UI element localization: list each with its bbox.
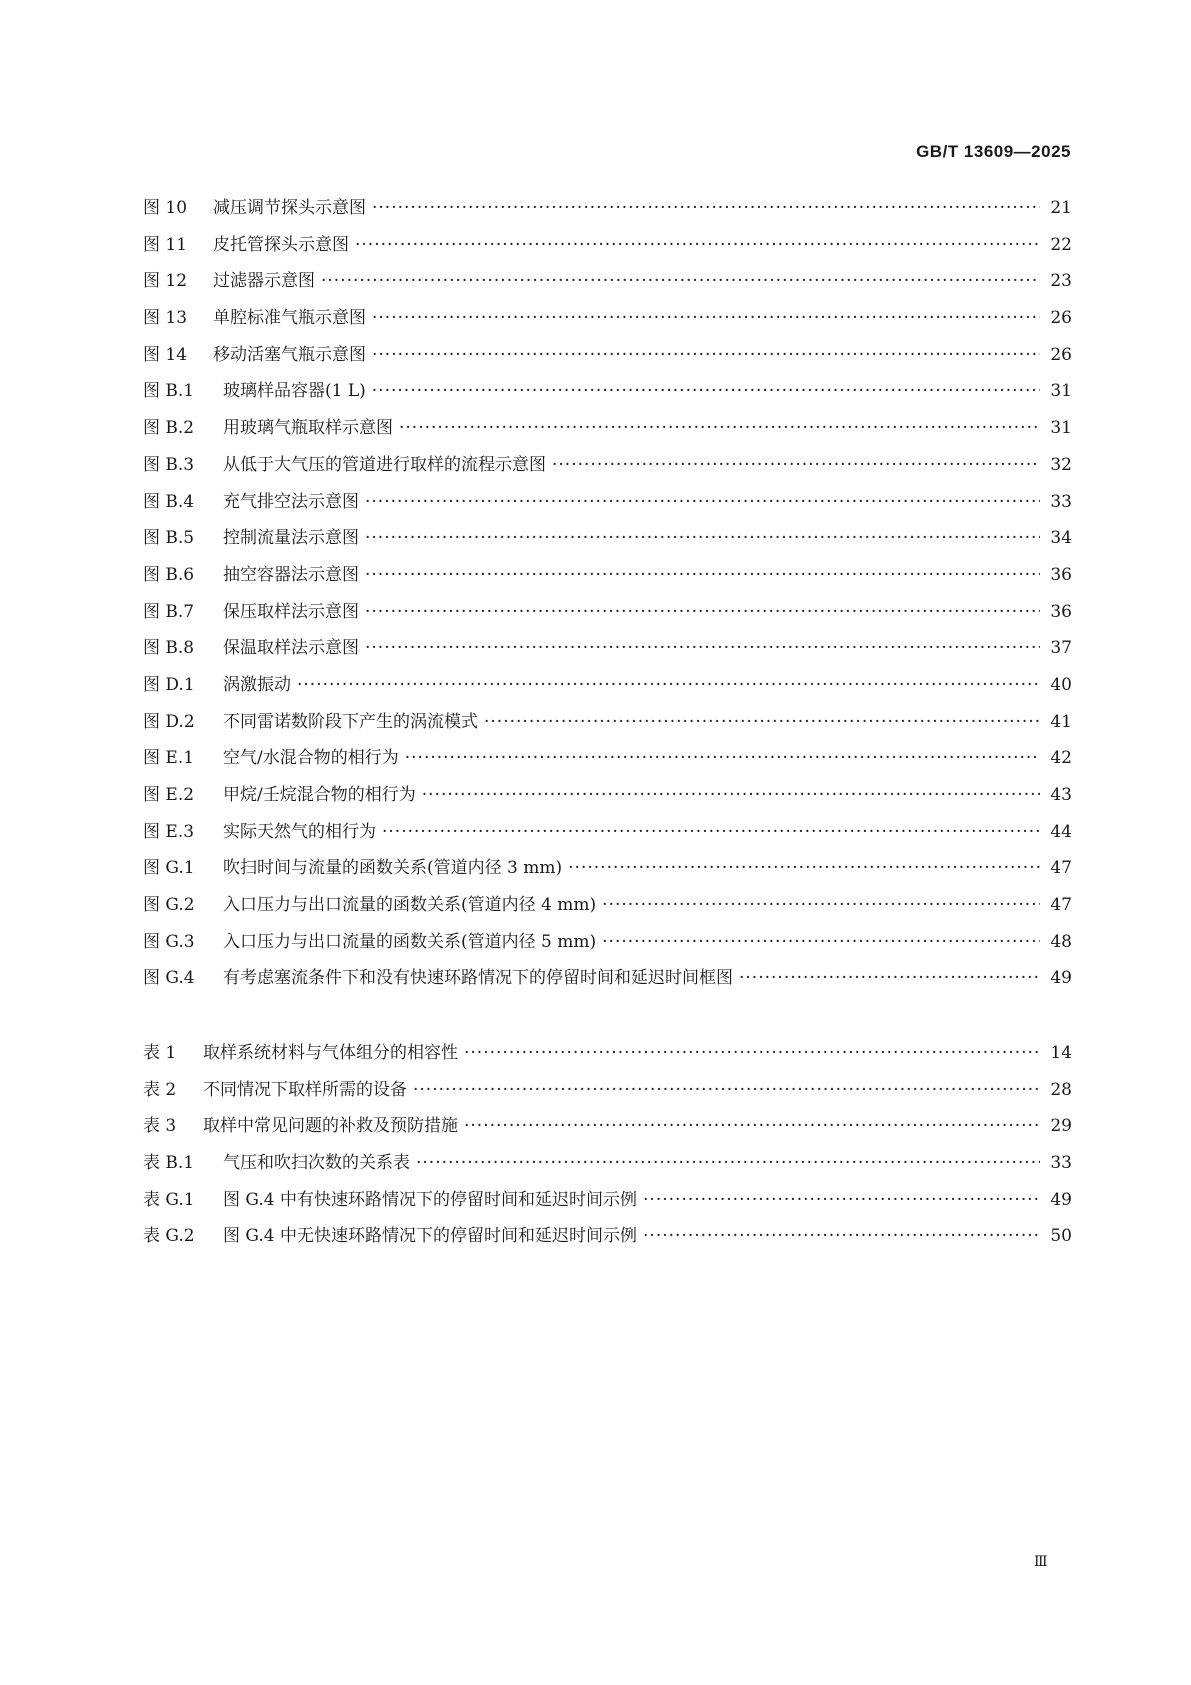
figure-label: 图 D.2 <box>143 711 195 732</box>
dot-leader <box>399 410 1040 447</box>
dot-leader <box>372 190 1040 227</box>
figure-title: 玻璃样品容器(1 L) <box>223 381 366 402</box>
figure-page-number: 49 <box>1050 968 1072 989</box>
figure-title: 移动活塞气瓶示意图 <box>213 344 366 365</box>
figure-title: 皮托管探头示意图 <box>213 234 349 255</box>
figure-entry[interactable] <box>143 887 1072 924</box>
figure-page-number: 48 <box>1050 931 1072 952</box>
dot-leader <box>416 1145 1040 1182</box>
figure-label: 图 G.2 <box>143 895 195 916</box>
table-title: 图 G.4 中有快速环路情况下的停留时间和延迟时间示例 <box>223 1189 638 1210</box>
dot-leader <box>297 667 1040 704</box>
dot-leader <box>365 594 1040 631</box>
table-title: 取样系统材料与气体组分的相容性 <box>203 1043 458 1063</box>
figure-entry[interactable] <box>143 924 1072 961</box>
dot-leader <box>365 557 1040 594</box>
table-page-number: 28 <box>1050 1079 1072 1100</box>
figure-page-number: 37 <box>1050 638 1072 659</box>
figure-entry[interactable] <box>143 337 1072 374</box>
figure-page-number: 42 <box>1050 748 1072 769</box>
figure-label: 图 B.4 <box>143 491 195 512</box>
figure-entry[interactable] <box>143 630 1072 667</box>
table-label: 表 G.2 <box>143 1226 195 1247</box>
table-title: 气压和吹扫次数的关系表 <box>223 1153 410 1174</box>
dot-leader <box>643 1182 1040 1219</box>
figure-label: 图 11 <box>143 234 188 255</box>
table-label: 表 2 <box>143 1079 177 1100</box>
dot-leader <box>382 814 1040 851</box>
figure-page-number: 47 <box>1050 895 1072 916</box>
dot-leader <box>422 777 1041 814</box>
figure-title: 入口压力与出口流量的函数关系(管道内径 5 mm) <box>223 931 597 952</box>
figure-page-number: 34 <box>1050 528 1072 549</box>
figure-title: 用玻璃气瓶取样示意图 <box>223 418 393 439</box>
dot-leader <box>739 960 1040 997</box>
dot-leader <box>552 447 1040 484</box>
table-label: 表 1 <box>143 1043 177 1063</box>
table-entry[interactable] <box>143 1182 1072 1219</box>
figure-page-number: 23 <box>1050 271 1072 292</box>
figure-title: 充气排空法示意图 <box>223 491 359 512</box>
figure-label: 图 E.2 <box>143 785 195 805</box>
figure-entry[interactable] <box>143 667 1072 704</box>
figure-label: 图 B.8 <box>143 638 195 659</box>
figure-page-number: 22 <box>1050 234 1072 255</box>
table-page-number: 14 <box>1050 1043 1072 1063</box>
table-entry[interactable] <box>143 1108 1072 1145</box>
figure-entry[interactable] <box>143 777 1072 814</box>
dot-leader <box>372 300 1040 337</box>
figure-title: 不同雷诺数阶段下产生的涡流模式 <box>223 711 478 732</box>
figure-page-number: 31 <box>1050 381 1072 402</box>
figure-label: 图 B.1 <box>143 381 195 402</box>
figure-label: 图 13 <box>143 308 188 329</box>
dot-leader <box>602 887 1040 924</box>
figure-page-number: 40 <box>1050 674 1072 695</box>
table-page-number: 29 <box>1050 1116 1072 1137</box>
dot-leader <box>602 924 1040 961</box>
figure-entry[interactable] <box>143 704 1072 741</box>
figure-page-number: 26 <box>1050 308 1072 329</box>
dot-leader <box>372 373 1041 410</box>
figure-title: 涡激振动 <box>223 674 291 695</box>
table-title: 不同情况下取样所需的设备 <box>203 1079 407 1100</box>
standard-code: GB/T 13609—2025 <box>916 142 1071 161</box>
table-entry[interactable] <box>143 1145 1072 1182</box>
dot-leader <box>413 1072 1040 1109</box>
figure-entry[interactable] <box>143 520 1072 557</box>
dot-leader <box>643 1218 1040 1255</box>
dot-leader <box>355 227 1040 264</box>
figure-entry[interactable] <box>143 814 1072 851</box>
dot-leader <box>405 740 1041 777</box>
figure-label: 图 G.3 <box>143 931 195 952</box>
figure-label: 图 B.2 <box>143 418 195 439</box>
dot-leader <box>372 337 1040 374</box>
figure-page-number: 41 <box>1050 711 1072 732</box>
figure-label: 图 10 <box>143 198 188 218</box>
table-page-number: 49 <box>1050 1189 1072 1210</box>
figure-title: 吹扫时间与流量的函数关系(管道内径 3 mm) <box>223 858 563 879</box>
figure-title: 保压取样法示意图 <box>223 601 359 622</box>
figure-label: 图 G.4 <box>143 968 195 989</box>
figure-title: 甲烷/壬烷混合物的相行为 <box>223 785 416 805</box>
table-label: 表 B.1 <box>143 1153 195 1174</box>
figure-list <box>143 190 1072 997</box>
figure-entry[interactable] <box>143 960 1072 997</box>
figure-page-number: 36 <box>1050 601 1072 622</box>
dot-leader <box>568 850 1040 887</box>
figure-entry[interactable] <box>143 300 1072 337</box>
figure-title: 实际天然气的相行为 <box>223 821 376 842</box>
table-label: 表 G.1 <box>143 1189 195 1210</box>
figure-label: 图 B.5 <box>143 528 195 549</box>
figure-page-number: 26 <box>1050 344 1072 365</box>
figure-label: 图 12 <box>143 271 188 292</box>
table-entry[interactable] <box>143 1035 1072 1072</box>
figure-title: 单腔标准气瓶示意图 <box>213 308 366 329</box>
figure-page-number: 32 <box>1050 454 1072 475</box>
figure-entry[interactable] <box>143 850 1072 887</box>
table-list <box>143 1035 1072 1255</box>
figure-page-number: 33 <box>1050 491 1072 512</box>
dot-leader <box>321 263 1040 300</box>
table-entry[interactable] <box>143 1218 1072 1255</box>
table-label: 表 3 <box>143 1116 177 1137</box>
dot-leader <box>365 484 1040 521</box>
figure-page-number: 47 <box>1050 858 1072 879</box>
figure-label: 图 D.1 <box>143 674 195 695</box>
dot-leader <box>484 704 1040 741</box>
figure-entry[interactable] <box>143 557 1072 594</box>
figure-title: 抽空容器法示意图 <box>223 564 359 585</box>
figure-entry[interactable] <box>143 227 1072 264</box>
figure-page-number: 36 <box>1050 564 1072 585</box>
figure-title: 控制流量法示意图 <box>223 528 359 549</box>
figure-title: 有考虑塞流条件下和没有快速环路情况下的停留时间和延迟时间框图 <box>223 968 733 989</box>
dot-leader <box>365 520 1040 557</box>
figure-entry[interactable] <box>143 373 1072 410</box>
figure-entry[interactable] <box>143 410 1072 447</box>
figure-title: 入口压力与出口流量的函数关系(管道内径 4 mm) <box>223 895 597 916</box>
figure-label: 图 14 <box>143 344 188 365</box>
figure-label: 图 E.1 <box>143 748 195 769</box>
table-title: 图 G.4 中无快速环路情况下的停留时间和延迟时间示例 <box>223 1226 638 1247</box>
figure-page-number: 43 <box>1050 785 1072 805</box>
dot-leader <box>464 1108 1040 1145</box>
figure-label: 图 G.1 <box>143 858 195 879</box>
figure-page-number: 44 <box>1050 821 1072 842</box>
figure-page-number: 31 <box>1050 418 1072 439</box>
page-number: Ⅲ <box>1034 1554 1047 1570</box>
figure-entry[interactable] <box>143 740 1072 777</box>
figure-entry[interactable] <box>143 190 1072 227</box>
figure-entry[interactable] <box>143 484 1072 521</box>
figure-label: 图 B.3 <box>143 454 195 475</box>
figure-entry[interactable] <box>143 263 1072 300</box>
table-page-number: 33 <box>1050 1153 1072 1174</box>
figure-label: 图 B.7 <box>143 601 195 622</box>
figure-label: 图 E.3 <box>143 821 195 842</box>
dot-leader <box>365 630 1040 667</box>
table-title: 取样中常见问题的补救及预防措施 <box>203 1116 458 1137</box>
dot-leader <box>464 1035 1040 1072</box>
table-page-number: 50 <box>1050 1226 1072 1247</box>
figure-title: 减压调节探头示意图 <box>213 198 366 218</box>
figure-page-number: 21 <box>1050 198 1072 218</box>
figure-title: 保温取样法示意图 <box>223 638 359 659</box>
figure-entry[interactable] <box>143 447 1072 484</box>
figure-title: 过滤器示意图 <box>213 271 315 292</box>
figure-title: 从低于大气压的管道进行取样的流程示意图 <box>223 454 546 475</box>
figure-entry[interactable] <box>143 594 1072 631</box>
figure-title: 空气/水混合物的相行为 <box>223 748 399 769</box>
figure-label: 图 B.6 <box>143 564 195 585</box>
table-entry[interactable] <box>143 1072 1072 1109</box>
